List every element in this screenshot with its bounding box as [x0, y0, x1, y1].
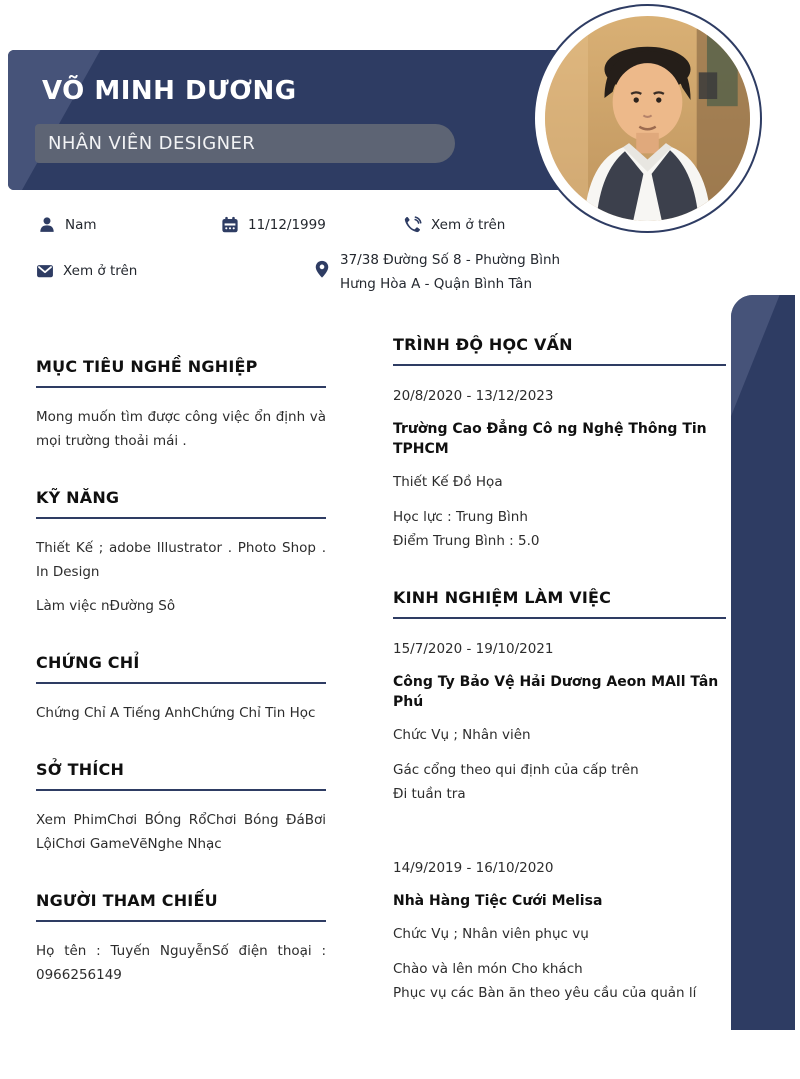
header-diagonal-accent	[8, 50, 568, 190]
contact-gender	[38, 215, 97, 235]
calendar-icon	[221, 216, 239, 234]
job-period: 14/9/2019 - 16/10/2020	[393, 860, 554, 876]
contact-address	[313, 248, 560, 296]
job-description-line-1: Gác cổng theo qui định của cấp trên	[393, 762, 639, 778]
phone-value: Xem ở trên	[431, 217, 506, 233]
education-school: Trường Cao Đẳng Cô ng Nghệ Thông Tin TPHCM	[393, 421, 707, 457]
section-certificates	[36, 653, 326, 725]
left-column	[36, 357, 326, 987]
section-objective-title: MỤC TIÊU NGHỀ NGHIỆP	[36, 357, 326, 388]
section-references-title: NGƯỜI THAM CHIẾU	[36, 891, 326, 922]
phone-icon	[404, 216, 422, 234]
job-period: 15/7/2020 - 19/10/2021	[393, 641, 554, 657]
location-pin-icon	[313, 260, 331, 278]
objective-body: Mong muốn tìm được công việc ổn định và mọi trường thoải mái .	[36, 409, 326, 449]
section-experience-title: KINH NGHIỆM LÀM VIỆC	[393, 588, 726, 619]
education-period: 20/8/2020 - 13/12/2023	[393, 388, 554, 404]
certificates-body: Chứng Chỉ A Tiếng AnhChứng Chỉ Tin Học	[36, 705, 316, 721]
section-references	[36, 891, 326, 987]
header-band	[8, 50, 568, 190]
job-entry	[393, 858, 726, 1005]
profile-photo-illustration	[545, 16, 750, 221]
person-icon	[38, 216, 56, 234]
right-column	[393, 335, 726, 1005]
job-description	[393, 758, 726, 806]
side-bar-diagonal-accent	[731, 295, 795, 1030]
job-entry	[393, 639, 726, 806]
address-line-2: Hưng Hòa A - Quận Bình Tân	[340, 276, 533, 292]
section-education	[393, 335, 726, 553]
section-skills	[36, 488, 326, 618]
job-description-line-1: Chào và lên món Cho khách	[393, 961, 583, 977]
dob-value: 11/12/1999	[248, 217, 326, 233]
job-description-line-2: Đi tuần tra	[393, 786, 466, 802]
job-title: NHÂN VIÊN DESIGNER	[48, 133, 256, 154]
side-accent-bar	[731, 295, 795, 1030]
job-role: Chức Vụ ; Nhân viên	[393, 727, 531, 743]
skills-line-1: Thiết Kế ; adobe Illustrator . Photo Shop . In Design	[36, 540, 326, 580]
section-skills-title: KỸ NĂNG	[36, 488, 326, 519]
section-hobbies-title: SỞ THÍCH	[36, 760, 326, 791]
hobbies-body: Xem PhimChơi BÓng RổChơi Bóng ĐáBơi LộiChơi GameVẽNghe Nhạc	[36, 812, 326, 852]
section-education-title: TRÌNH ĐỘ HỌC VẤN	[393, 335, 726, 366]
section-experience	[393, 588, 726, 1005]
education-grade-line-1: Học lực : Trung Bình	[393, 509, 528, 525]
profile-photo-frame	[533, 4, 762, 233]
skills-line-2: Làm việc nĐường Sô	[36, 598, 176, 614]
section-objective	[36, 357, 326, 453]
gender-value: Nam	[65, 217, 97, 233]
job-description	[393, 957, 726, 1005]
job-description-line-2: Phục vụ các Bàn ăn theo yêu cầu của quản lí	[393, 985, 697, 1001]
job-title-pill	[35, 124, 455, 163]
education-grade-line-2: Điểm Trung Bình : 5.0	[393, 533, 540, 549]
contact-phone	[404, 215, 505, 235]
contact-dob	[221, 215, 326, 235]
envelope-icon	[36, 262, 54, 280]
section-certificates-title: CHỨNG CHỈ	[36, 653, 326, 684]
job-company: Nhà Hàng Tiệc Cưới Melisa	[393, 893, 603, 909]
contact-email	[36, 261, 137, 281]
education-major: Thiết Kế Đồ Họa	[393, 474, 503, 490]
section-hobbies	[36, 760, 326, 856]
job-company: Công Ty Bảo Vệ Hải Dương Aeon MAll Tân Phú	[393, 674, 719, 710]
education-grades	[393, 505, 726, 553]
job-role: Chức Vụ ; Nhân viên phục vụ	[393, 926, 589, 942]
references-body: Họ tên : Tuyến NguyễnSố điện thoại : 0966256149	[36, 943, 326, 983]
address-value	[340, 248, 560, 296]
address-line-1: 37/38 Đường Số 8 - Phường Bình	[340, 252, 561, 268]
candidate-name: VÕ MINH DƯƠNG	[42, 76, 297, 106]
profile-photo	[545, 16, 750, 221]
email-value: Xem ở trên	[63, 263, 138, 279]
